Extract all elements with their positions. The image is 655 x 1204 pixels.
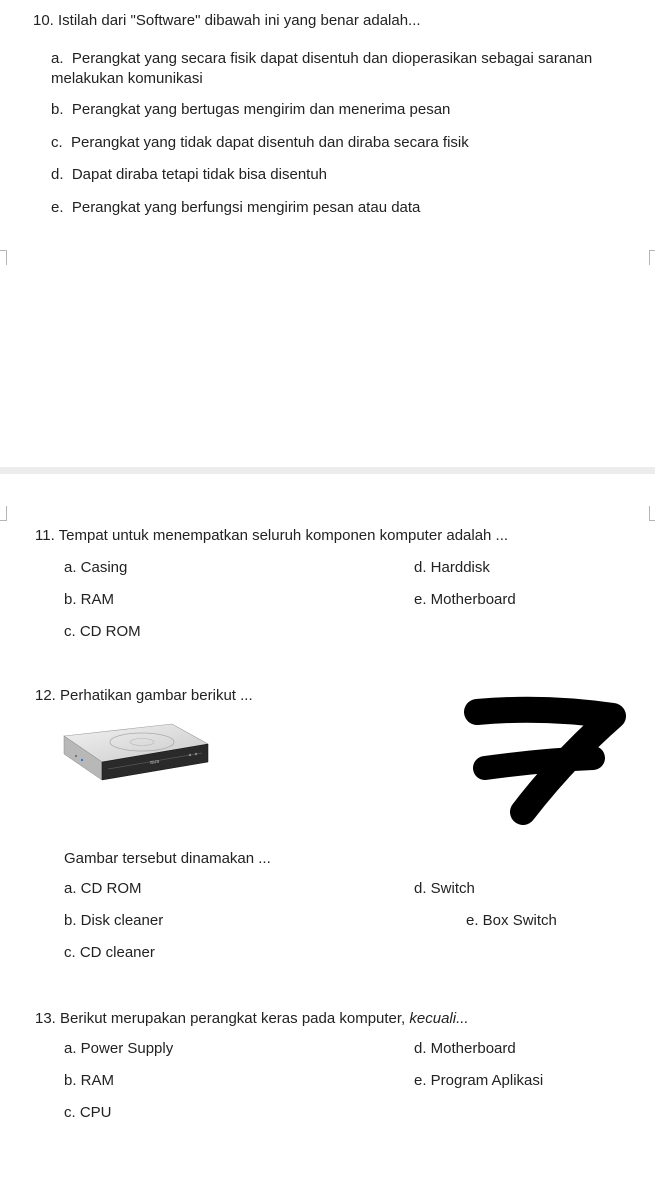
- q10-option-c: c. Perangkat yang tidak dapat disentuh dan diraba secara fisik: [51, 134, 469, 151]
- page-corner-mark: [649, 506, 655, 521]
- page-corner-mark: [649, 250, 655, 265]
- q12-option-c: c. CD cleaner: [64, 944, 155, 961]
- q12-prompt: Gambar tersebut dinamakan ...: [64, 850, 271, 867]
- q12-option-b: b. Disk cleaner: [64, 912, 164, 929]
- q11-option-e: e. Motherboard: [414, 591, 516, 608]
- question-13-emphasis: kecuali...: [409, 1010, 469, 1027]
- question-13-text: 13. Berikut merupakan perangkat keras pada komputer,: [35, 1010, 410, 1027]
- dvd-drive-image: [62, 722, 210, 794]
- q11-option-d: d. Harddisk: [414, 559, 490, 576]
- q11-option-c: c. CD ROM: [64, 623, 141, 640]
- q12-option-d: d. Switch: [414, 880, 475, 897]
- q13-option-e: e. Program Aplikasi: [414, 1072, 544, 1089]
- q10-option-b: b. Perangkat yang bertugas mengirim dan menerima pesan: [51, 101, 451, 118]
- question-13: [35, 1010, 469, 1027]
- handwritten-answer-scribble: [463, 690, 633, 830]
- question-11: 11. Tempat untuk menempatkan seluruh komponen komputer adalah ...: [35, 527, 509, 544]
- page-corner-mark: [0, 250, 7, 265]
- q13-option-c: c. CPU: [64, 1104, 112, 1121]
- drive-brand-logo: /SUS: [149, 758, 160, 765]
- page-corner-mark: [0, 506, 7, 521]
- q12-option-a: a. CD ROM: [64, 880, 142, 897]
- q13-option-d: d. Motherboard: [414, 1040, 516, 1057]
- question-10: 10. Istilah dari "Software" dibawah ini yang benar adalah...: [33, 12, 421, 29]
- q10-option-e: e. Perangkat yang berfungsi mengirim pesan atau data: [51, 199, 421, 216]
- q10-option-d: d. Dapat diraba tetapi tidak bisa disentuh: [51, 166, 328, 183]
- q12-option-e: e. Box Switch: [466, 912, 557, 929]
- question-12: 12. Perhatikan gambar berikut ...: [35, 687, 253, 704]
- q13-option-a: a. Power Supply: [64, 1040, 174, 1057]
- page-separator: [0, 467, 655, 474]
- q10-option-a: a. Perangkat yang secara fisik dapat disentuh dan dioperasikan sebagai saranan melakukan komunikasi: [51, 50, 593, 87]
- q13-option-b: b. RAM: [64, 1072, 115, 1089]
- q11-option-a: a. Casing: [64, 559, 128, 576]
- q11-option-b: b. RAM: [64, 591, 115, 608]
